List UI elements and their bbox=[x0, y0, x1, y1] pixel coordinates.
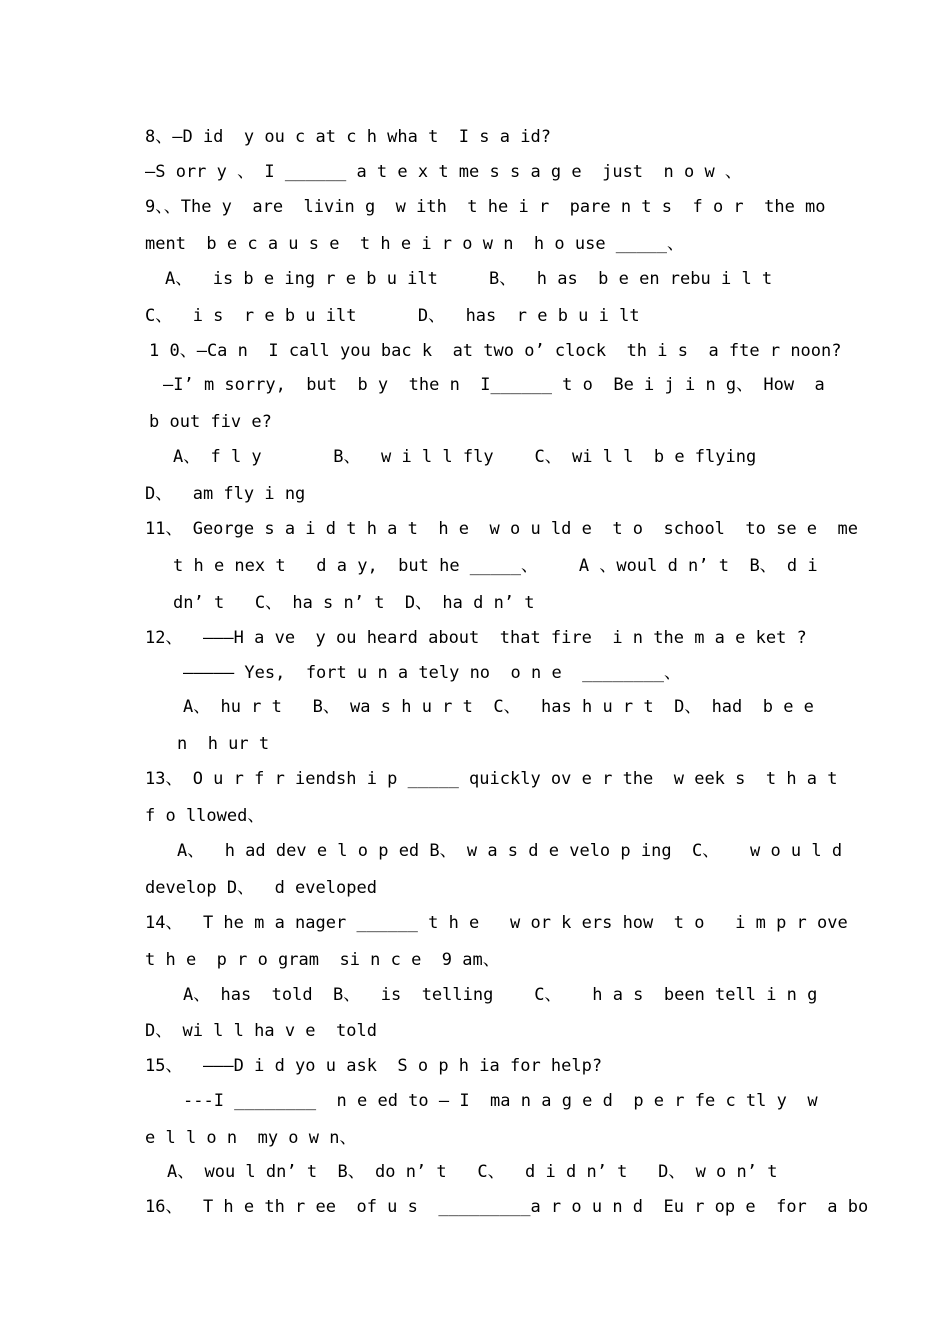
q9-question-2: ment b e c a u s e t h e i r o w n h o use _____、 bbox=[145, 234, 684, 254]
q10-question-1: 1 0、—Ca n I call you bac k at two o’ clock th i s a fte r noon? bbox=[149, 341, 842, 361]
q13-options-1: A、 h ad dev e l o p ed B、 w a s d e velo p ing C、 w o u l d bbox=[177, 841, 843, 861]
q10-options-abc: A、 f l y B、 w i l l fly C、 wi l l b e flying bbox=[173, 447, 757, 467]
q9-options-ab: A、 is b e ing r e b u ilt B、 h as b e en rebu i l t bbox=[165, 269, 773, 289]
q15-question: 15、 ———D i d yo u ask S o p h ia for help? bbox=[145, 1056, 603, 1076]
q9-options-cd: C、 i s r e b u ilt D、 has r e b u i lt bbox=[145, 306, 640, 326]
q11-options: dn’ t C、 ha s n’ t D、 ha d n’ t bbox=[173, 593, 535, 613]
q14-option-d: D、 wi l l ha v e told bbox=[145, 1021, 377, 1041]
q13-question-1: 13、 O u r f r iendsh i p _____ quickly ov e r the w eek s t h a t bbox=[145, 769, 838, 789]
q8-answer: —S orr y 、 I ______ a t e x t me s s a g e just n o w 、 bbox=[145, 162, 742, 182]
q10-option-d: D、 am fly i ng bbox=[145, 484, 306, 504]
q9-question-1: 9、、The y are livin g w ith t he i r pare n t s f o r the mo bbox=[145, 197, 826, 217]
q12-answer: ————— Yes, fort u n a tely no o n e ________、 bbox=[183, 663, 682, 683]
q13-options-2: develop D、 d eveloped bbox=[145, 878, 377, 898]
q10-question-2: —I’ m sorry, but b y the n I______ t o Be i j i n g、 How a bbox=[163, 375, 825, 395]
q15-answer-2: e l l o n my o w n、 bbox=[145, 1128, 357, 1148]
q14-question-2: t h e p r o gram si n c e 9 am、 bbox=[145, 950, 500, 970]
q13-question-2: f o llowed、 bbox=[145, 806, 265, 826]
q11-question-2: t h e nex t d a y, but he _____、 A 、woul d n’ t B、 d i bbox=[173, 556, 818, 576]
q11-question-1: 11、 George s a i d t h a t h e w o u ld e t o school to se e me bbox=[145, 519, 858, 539]
q16-question: 16、 T h e th r ee of u s _________a r o u n d Eu r op e for a bo bbox=[145, 1197, 869, 1217]
q8-question: 8、—D id y ou c at c h wha t I s a id? bbox=[145, 127, 551, 147]
q14-question-1: 14、 T he m a nager ______ t h e w or k ers how t o i m p r ove bbox=[145, 913, 848, 933]
q14-options-abc: A、 has told B、 is telling C、 h a s been tell i n g bbox=[183, 985, 818, 1005]
q12-options-1: A、 hu r t B、 wa s h u r t C、 has h u r t D、 had b e e bbox=[183, 697, 814, 717]
q10-question-3: b out fiv e? bbox=[149, 412, 272, 432]
q12-options-2: n h ur t bbox=[177, 734, 270, 754]
q15-options: A、 wou l dn’ t B、 do n’ t C、 d i d n’ t D、 w o n’ t bbox=[167, 1162, 778, 1182]
q15-answer-1: ---I ________ n e ed to – I ma n a g e d p e r fe c tl y w bbox=[183, 1091, 818, 1111]
q12-question: 12、 ———H a ve y ou heard about that fire i n the m a e ket ? bbox=[145, 628, 807, 648]
